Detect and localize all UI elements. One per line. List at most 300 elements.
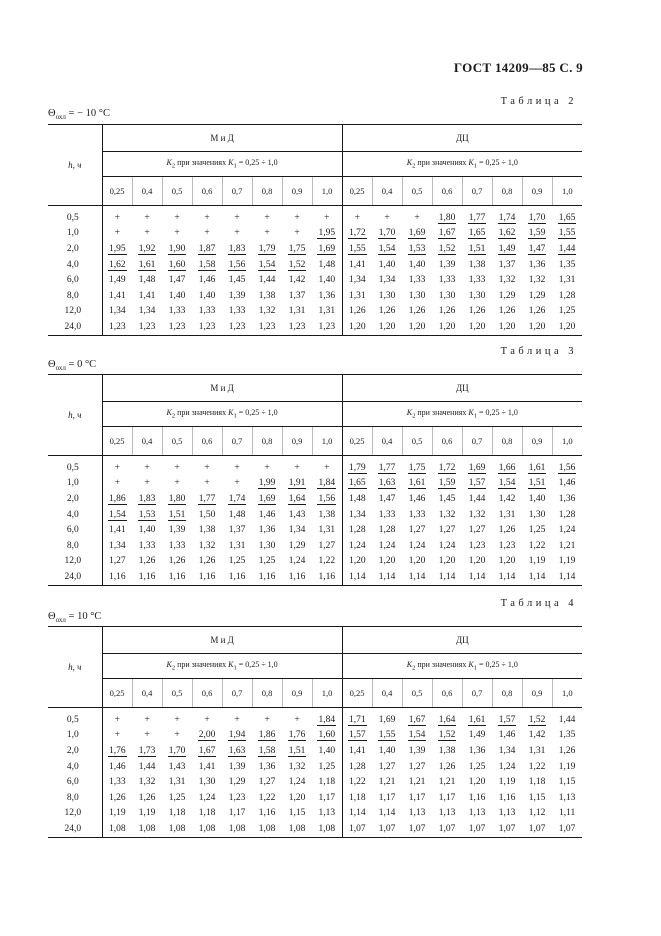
k1-column-header: 0,5	[402, 679, 432, 708]
k1-column-header: 0,7	[462, 679, 492, 708]
k1-symbol: K	[228, 408, 234, 418]
sub-range-text: = 0,25 ÷ 1,0	[236, 408, 278, 418]
k1-column-header: 0,4	[372, 679, 402, 708]
k1-column-header: 0,9	[522, 427, 552, 456]
k2-value: 1,24	[558, 525, 576, 536]
k2-value: 1,37	[288, 290, 306, 301]
k2-value: 1,41	[138, 290, 156, 301]
coefficient-table	[48, 374, 582, 586]
k2-value: 1,79	[258, 243, 276, 254]
k2-value: 1,23	[192, 319, 222, 335]
h-value: 6,0	[48, 774, 102, 790]
k2-value: 1,23	[228, 792, 246, 803]
k2-value: 1,14	[402, 569, 432, 585]
k1-column-header: 0,6	[432, 177, 462, 206]
k2-value: 1,17	[312, 790, 342, 806]
k2-value: 1,19	[528, 556, 546, 567]
k1-column-header: 0,8	[252, 679, 282, 708]
k2-value: 1,29	[498, 290, 516, 301]
k2-value: 1,34	[349, 509, 366, 520]
h-value: 2,0	[48, 241, 102, 257]
k2-value: 1,23	[102, 319, 132, 335]
k2-value: 1,38	[468, 259, 486, 270]
k2-value: 1,65	[349, 478, 366, 489]
k2-value: 1,52	[288, 259, 306, 270]
k2-value: 1,33	[408, 509, 426, 520]
k2-value: 1,91	[288, 478, 306, 489]
k2-value: +	[234, 714, 240, 725]
group-header-mid: М и Д	[102, 627, 342, 654]
k2-value: 1,30	[258, 540, 276, 551]
h-value: 12,0	[48, 304, 102, 320]
k2-value: +	[114, 730, 120, 741]
k2-value: 1,22	[349, 777, 366, 788]
k2-value: 1,43	[288, 509, 306, 520]
k2-value: 1,74	[498, 212, 516, 223]
k2-value: 1,34	[378, 275, 396, 286]
k2-value: 1,30	[408, 290, 426, 301]
k2-value: 1,44	[258, 275, 276, 286]
h-value: 12,0	[48, 806, 102, 822]
subheader-mid	[102, 152, 342, 177]
k1-column-header: 0,8	[252, 427, 282, 456]
k2-index: 2	[171, 162, 176, 170]
k2-value: 1,16	[132, 569, 162, 585]
k2-value: 1,19	[558, 761, 576, 772]
k2-value: 1,95	[312, 226, 342, 242]
k1-column-header: 0,25	[102, 679, 132, 708]
k2-value: 1,19	[108, 808, 126, 819]
k2-value: 1,23	[132, 319, 162, 335]
k2-value: 1,14	[522, 569, 552, 585]
sub-range-text: = 0,25 ÷ 1,0	[477, 158, 518, 168]
k2-value: 1,53	[138, 509, 156, 520]
k2-value: 1,48	[228, 509, 246, 520]
h-label: h, ч	[68, 160, 82, 170]
k2-value: 1,07	[372, 821, 402, 837]
k2-symbol: K	[406, 408, 413, 418]
table-row	[48, 554, 582, 570]
k2-value: 1,69	[408, 228, 426, 239]
k2-value: 1,19	[138, 808, 156, 819]
k2-value: 1,20	[462, 319, 492, 335]
k2-index: 2	[171, 412, 176, 420]
k1-column-header: 0,9	[522, 679, 552, 708]
k2-value: 1,67	[438, 228, 456, 239]
k2-value: +	[144, 714, 150, 725]
k2-value: 1,36	[258, 761, 276, 772]
k2-value: +	[312, 456, 342, 476]
k2-value: 1,64	[288, 493, 306, 504]
k2-value: 1,48	[312, 257, 342, 273]
k2-value: 1,54	[408, 730, 426, 741]
h-value: 1,0	[48, 476, 102, 492]
k2-value: +	[144, 462, 150, 473]
k2-value: 1,29	[528, 290, 546, 301]
k2-value: 1,41	[349, 259, 366, 270]
k2-value: 1,32	[498, 275, 516, 286]
k2-value: 1,28	[349, 525, 366, 536]
k1-column-header: 0,25	[102, 427, 132, 456]
k2-value: +	[204, 228, 210, 239]
k1-column-header: 0,6	[432, 427, 462, 456]
k2-value: 1,55	[349, 243, 366, 254]
k2-value: 1,67	[408, 714, 426, 725]
h-value: 4,0	[48, 507, 102, 523]
k2-value: 1,13	[408, 808, 426, 819]
k2-value: +	[114, 212, 120, 223]
k2-value: 1,31	[349, 290, 366, 301]
h-value: 12,0	[48, 554, 102, 570]
k2-value: 1,18	[312, 774, 342, 790]
table-row	[48, 569, 582, 585]
theta-value: = 10 °С	[65, 611, 102, 622]
k2-value: 1,23	[252, 319, 282, 335]
k2-value: 1,40	[408, 259, 426, 270]
k2-value: +	[414, 212, 420, 223]
k2-value: 1,31	[498, 509, 516, 520]
k2-value: 1,26	[498, 306, 516, 317]
k2-value: 1,22	[528, 540, 546, 551]
k2-value: 1,23	[282, 319, 312, 335]
k2-value: 1,08	[132, 821, 162, 837]
k1-index: 1	[233, 162, 237, 170]
table-row	[48, 507, 582, 523]
h-value: 6,0	[48, 522, 102, 538]
k2-value: 1,21	[378, 777, 396, 788]
k2-value: 1,38	[258, 290, 276, 301]
k2-value: 1,52	[438, 730, 456, 741]
k2-value: 1,69	[468, 462, 486, 473]
k2-value: 1,20	[372, 319, 402, 335]
h-value: 2,0	[48, 743, 102, 759]
k2-value: 1,20	[552, 319, 582, 335]
k2-value: 1,56	[312, 491, 342, 507]
k2-value: 1,07	[342, 821, 372, 837]
k2-value: 1,48	[349, 493, 366, 504]
k2-value: 1,20	[402, 319, 432, 335]
k1-column-header: 0,4	[372, 177, 402, 206]
subheader-mid	[102, 402, 342, 427]
k2-value: 1,21	[438, 777, 456, 788]
sub-range-text: = 0,25 ÷ 1,0	[236, 660, 278, 670]
k2-value: 1,11	[558, 808, 576, 819]
group-header-dc: ДЦ	[342, 627, 582, 654]
k1-symbol: K	[228, 158, 234, 168]
k2-value: 1,26	[108, 792, 126, 803]
k2-value: 1,58	[198, 259, 216, 270]
k2-value: 1,14	[372, 569, 402, 585]
k1-column-header: 0,25	[342, 177, 372, 206]
k2-value: 1,62	[498, 228, 516, 239]
table-row	[48, 319, 582, 335]
k1-symbol: K	[468, 660, 474, 670]
k2-value: +	[204, 478, 210, 489]
k2-value: 1,62	[108, 259, 126, 270]
k2-value: 1,69	[378, 714, 396, 725]
h-value: 6,0	[48, 272, 102, 288]
h-value: 2,0	[48, 491, 102, 507]
theta-label	[48, 359, 96, 372]
k1-column-header: 0,4	[132, 177, 162, 206]
k2-value: 1,18	[528, 777, 546, 788]
k2-value: 1,27	[258, 777, 276, 788]
theta-symbol: Θ	[48, 359, 56, 370]
k2-value: 1,26	[468, 306, 486, 317]
k1-index: 1	[233, 412, 237, 420]
k2-value: 1,26	[198, 556, 216, 567]
k2-value: 1,61	[468, 714, 486, 725]
k1-index: 1	[473, 162, 478, 170]
k2-value: 1,57	[349, 730, 366, 741]
k2-value: 1,33	[468, 275, 486, 286]
k2-value: 1,35	[558, 730, 576, 741]
k2-value: 1,42	[528, 730, 546, 741]
k2-value: 1,19	[558, 556, 576, 567]
k2-value: 1,41	[349, 745, 366, 756]
theta-value: = 0 °С	[65, 359, 97, 370]
k2-value: +	[204, 714, 210, 725]
k2-value: 1,24	[288, 556, 306, 567]
k2-value: 1,40	[138, 525, 156, 536]
k2-value: 1,14	[462, 569, 492, 585]
k2-value: 1,90	[168, 243, 186, 254]
k2-value: 1,59	[528, 228, 546, 239]
k2-value: 1,40	[198, 290, 216, 301]
k2-value: 1,29	[288, 540, 306, 551]
table-caption: Таблица 3	[500, 346, 577, 357]
k2-value: 1,25	[228, 556, 246, 567]
theta-subscript: охл	[55, 113, 66, 122]
k2-value: +	[234, 228, 240, 239]
k2-value: 1,08	[192, 821, 222, 837]
k2-value: 1,60	[312, 728, 342, 744]
table-row	[48, 206, 582, 226]
k2-value: 1,99	[258, 478, 276, 489]
k2-value: 1,27	[312, 538, 342, 554]
k2-value: 1,22	[528, 761, 546, 772]
k2-value: 1,13	[558, 792, 576, 803]
k2-value: 1,13	[498, 808, 516, 819]
k2-value: 1,51	[528, 478, 546, 489]
k2-value: +	[174, 478, 180, 489]
sub-mid-text: при значениях	[175, 660, 229, 670]
k2-value: 1,31	[168, 777, 186, 788]
table-row	[48, 272, 582, 288]
k1-column-header: 0,5	[162, 679, 192, 708]
table-row	[48, 790, 582, 806]
k2-value: 1,70	[168, 745, 186, 756]
k2-value: 1,16	[222, 569, 252, 585]
h-value: 8,0	[48, 288, 102, 304]
k2-value: 1,22	[258, 792, 276, 803]
k2-value: 1,23	[222, 319, 252, 335]
k2-value: 1,20	[522, 319, 552, 335]
k2-value: 1,50	[198, 509, 216, 520]
k2-value: 1,57	[468, 478, 486, 489]
k2-value: 1,33	[168, 540, 186, 551]
k2-value: 1,64	[438, 714, 456, 725]
k1-column-header: 0,6	[192, 427, 222, 456]
table-row	[48, 456, 582, 476]
theta-symbol: Θ	[48, 611, 56, 622]
k1-column-header: 0,7	[462, 177, 492, 206]
k2-value: 1,54	[498, 478, 516, 489]
k2-value: 1,39	[228, 290, 246, 301]
k2-value: 1,44	[558, 243, 576, 254]
k2-symbol: K	[406, 660, 413, 670]
k1-column-header: 0,9	[282, 427, 312, 456]
k2-value: +	[264, 714, 270, 725]
k2-value: 1,71	[349, 714, 366, 725]
k2-value: 1,20	[468, 777, 486, 788]
k2-value: 1,25	[558, 306, 576, 317]
k2-value: 1,27	[108, 556, 126, 567]
k2-value: 1,42	[288, 275, 306, 286]
theta-value: = − 10 °С	[65, 108, 110, 119]
k2-value: 1,16	[498, 792, 516, 803]
k2-value: 1,31	[288, 306, 306, 317]
k2-value: 1,13	[312, 806, 342, 822]
k2-value: 1,20	[438, 556, 456, 567]
k2-value: 1,14	[432, 569, 462, 585]
k2-value: 1,67	[198, 745, 216, 756]
group-header-mid: М и Д	[102, 125, 342, 152]
theta-subscript: охл	[55, 616, 66, 625]
k2-value: 1,41	[108, 290, 126, 301]
k2-value: 1,31	[312, 522, 342, 538]
k2-value: +	[264, 462, 270, 473]
k2-value: 1,26	[349, 306, 366, 317]
k2-value: 1,08	[282, 821, 312, 837]
k2-symbol: K	[166, 158, 172, 168]
h-value: 1,0	[48, 226, 102, 242]
k1-column-header: 0,5	[162, 427, 192, 456]
k2-value: 1,13	[468, 808, 486, 819]
k2-value: 1,40	[168, 290, 186, 301]
k2-value: 1,76	[288, 730, 306, 741]
k2-value: 1,34	[108, 540, 126, 551]
k2-value: 1,75	[288, 243, 306, 254]
k2-value: 1,65	[468, 228, 486, 239]
table-caption: Таблица 2	[500, 96, 577, 107]
theta-subscript: охл	[55, 364, 66, 373]
k1-column-header: 0,7	[222, 427, 252, 456]
k2-value: 1,14	[378, 808, 396, 819]
k2-value: +	[144, 478, 150, 489]
k2-index: 2	[412, 664, 416, 672]
k2-value: +	[384, 212, 390, 223]
k2-value: 1,18	[198, 808, 216, 819]
k2-symbol: K	[406, 158, 413, 168]
k1-column-header: 1,0	[312, 679, 342, 708]
k2-value: 1,17	[228, 808, 246, 819]
k2-value: 1,07	[492, 821, 522, 837]
k2-value: 1,56	[558, 462, 576, 473]
k2-value: 1,23	[498, 540, 516, 551]
k2-value: 1,20	[349, 556, 366, 567]
h-value: 24,0	[48, 319, 102, 335]
k1-column-header: 0,9	[282, 679, 312, 708]
k2-value: 1,72	[438, 462, 456, 473]
k2-value: 1,28	[558, 290, 576, 301]
sub-mid-text: при значениях	[175, 158, 229, 168]
k2-value: 1,52	[438, 243, 456, 254]
k2-value: 1,25	[528, 525, 546, 536]
k2-value: 1,20	[492, 319, 522, 335]
k2-value: 1,69	[258, 493, 276, 504]
k2-index: 2	[412, 412, 416, 420]
k1-symbol: K	[468, 408, 474, 418]
table-row	[48, 708, 582, 728]
sub-mid-text: при значениях	[415, 660, 469, 670]
k2-value: +	[174, 212, 180, 223]
k1-column-header: 0,7	[462, 427, 492, 456]
k2-value: 1,52	[528, 714, 546, 725]
k2-value: 1,55	[378, 730, 396, 741]
k2-value: 1,14	[552, 569, 582, 585]
k2-value: 1,27	[468, 525, 486, 536]
k2-value: 1,80	[438, 212, 456, 223]
k2-value: 1,16	[468, 792, 486, 803]
k1-column-header: 0,4	[372, 427, 402, 456]
k2-value: 1,26	[138, 792, 156, 803]
k2-value: 1,16	[312, 569, 342, 585]
table-row	[48, 257, 582, 273]
h-value: 0,5	[48, 708, 102, 728]
k2-value: 1,30	[198, 777, 216, 788]
k2-value: 1,39	[168, 525, 186, 536]
h-value: 0,5	[48, 456, 102, 476]
k2-value: 1,07	[522, 821, 552, 837]
k2-value: 1,15	[528, 792, 546, 803]
k2-value: +	[234, 478, 240, 489]
k2-value: 1,46	[498, 730, 516, 741]
k2-value: 1,37	[228, 525, 246, 536]
k2-value: 1,32	[438, 509, 456, 520]
k2-value: 1,35	[558, 259, 576, 270]
subheader-dc	[342, 152, 582, 177]
k2-value: 1,47	[528, 243, 546, 254]
k2-value: 1,23	[468, 540, 486, 551]
k2-value: +	[234, 462, 240, 473]
k2-symbol: K	[166, 660, 172, 670]
k2-value: 1,54	[378, 243, 396, 254]
k2-value: 1,32	[198, 540, 216, 551]
k2-value: 1,43	[168, 761, 186, 772]
k2-value: 1,31	[528, 745, 546, 756]
h-column-header	[48, 125, 102, 206]
k1-index: 1	[233, 664, 237, 672]
k2-value: 1,07	[402, 821, 432, 837]
sub-mid-text: при значениях	[175, 408, 229, 418]
sub-mid-text: при значениях	[415, 408, 469, 418]
k2-value: 1,66	[498, 462, 516, 473]
k2-value: +	[294, 714, 300, 725]
k2-value: 1,33	[228, 306, 246, 317]
h-value: 1,0	[48, 728, 102, 744]
k2-value: 1,08	[312, 821, 342, 837]
k2-value: 1,33	[408, 275, 426, 286]
theta-label	[48, 611, 101, 624]
k2-value: 1,49	[498, 243, 516, 254]
k2-value: 1,49	[108, 275, 126, 286]
k2-value: 1,63	[378, 478, 396, 489]
k2-value: 1,49	[468, 730, 486, 741]
k2-value: 1,14	[492, 569, 522, 585]
k2-value: 1,34	[288, 525, 306, 536]
k2-value: 1,12	[528, 808, 546, 819]
